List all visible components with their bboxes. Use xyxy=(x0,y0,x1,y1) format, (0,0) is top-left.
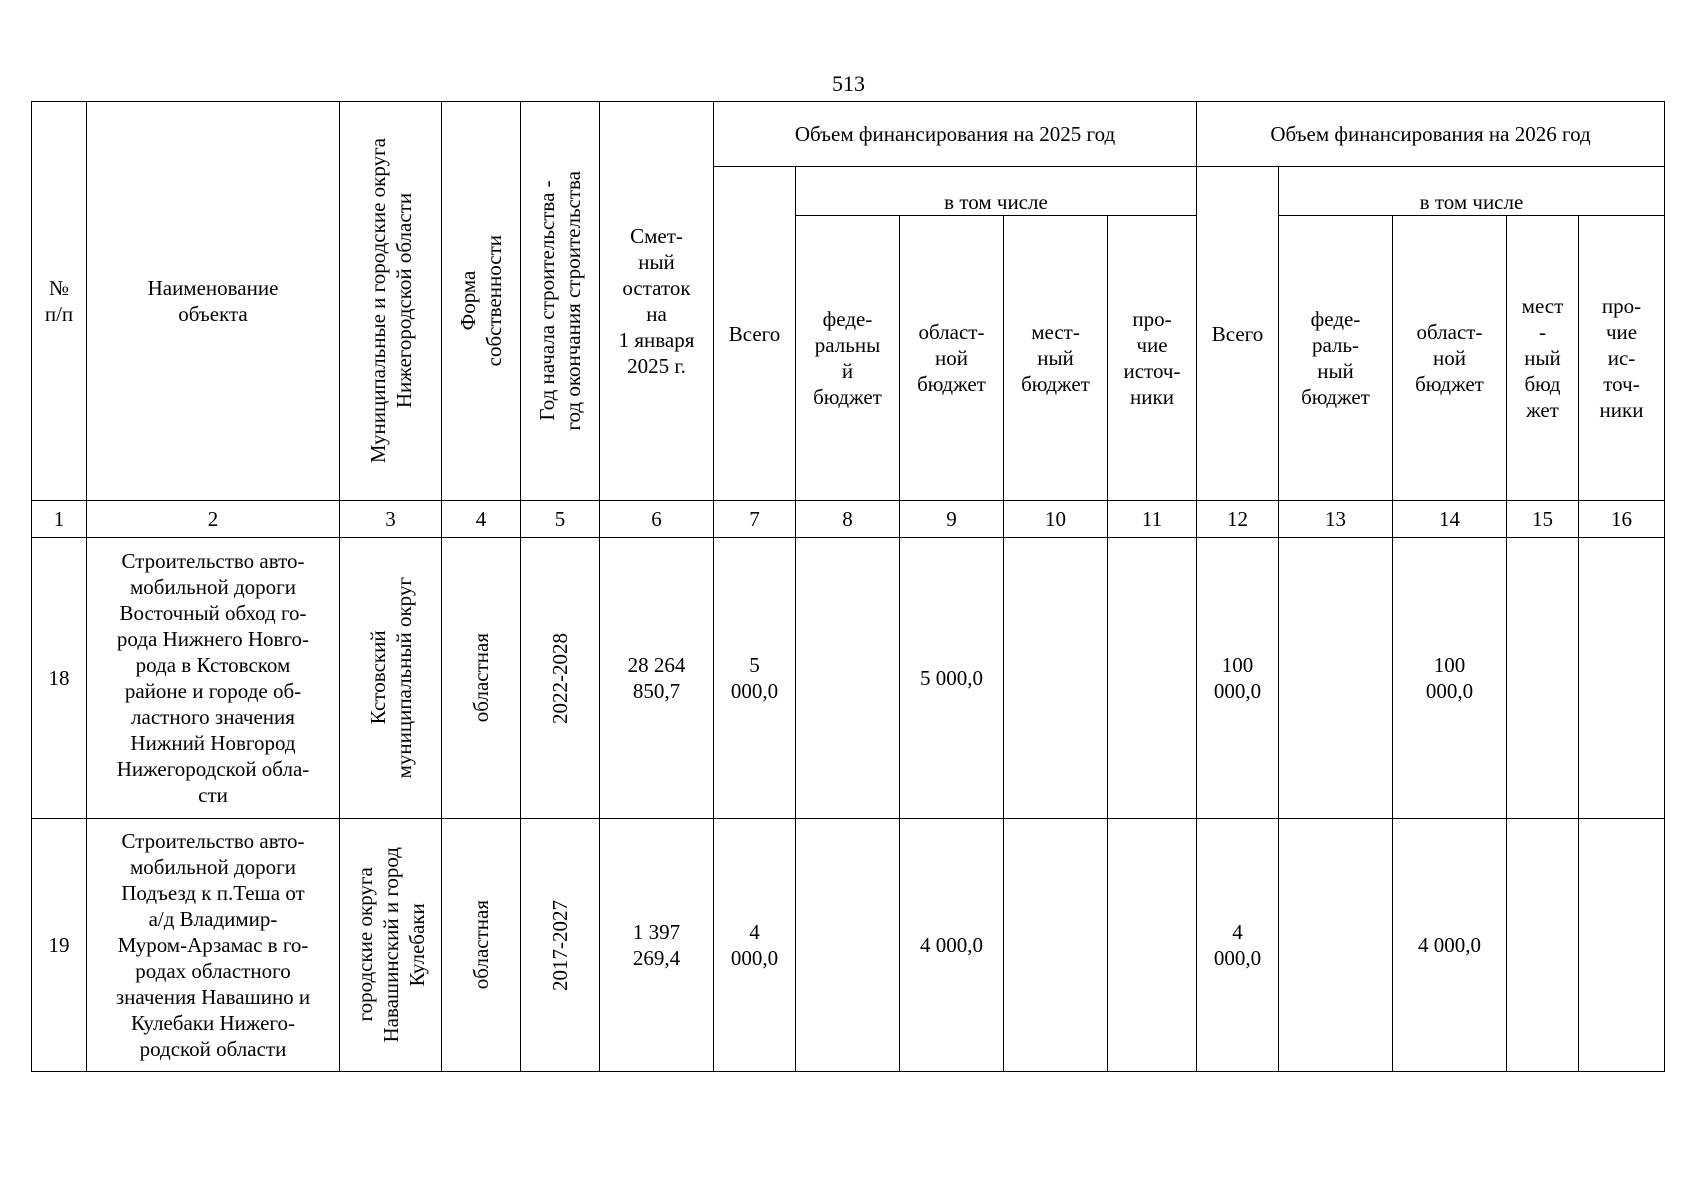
financing-table xyxy=(31,101,1665,1072)
header-total-2025: Всего xyxy=(714,167,796,501)
column-number: 11 xyxy=(1108,501,1197,538)
header-regional-2026: област- ной бюджет xyxy=(1393,216,1507,501)
header-years xyxy=(521,102,600,501)
header-municipality xyxy=(340,102,442,501)
header-local-2026: мест - ный бюд жет xyxy=(1507,216,1579,501)
row-balance: 28 264 850,7 xyxy=(600,538,714,819)
column-number: 2 xyxy=(87,501,340,538)
row-name: Строительство авто- мобильной дороги Восточный обход го- рода Нижнего Новго- рода в Кстовском районе и городе об- ластного значения Нижний Новгород Нижегородской обла- сти xyxy=(87,538,340,819)
header-ownership-text: Форма собственности xyxy=(456,235,506,367)
row-years-text: 2022-2028 xyxy=(548,632,572,724)
row-local-2025 xyxy=(1004,538,1108,819)
row-regional-2025: 4 000,0 xyxy=(900,819,1004,1072)
row-ownership-text: областная xyxy=(469,900,493,990)
row-other-2026 xyxy=(1579,538,1665,819)
column-number: 8 xyxy=(796,501,900,538)
row-years xyxy=(521,819,600,1072)
page-number: 513 xyxy=(832,71,865,96)
column-number: 13 xyxy=(1279,501,1393,538)
header-num: № п/п xyxy=(32,102,87,501)
header-years-text: Год начала строительства - год окончания строительства xyxy=(535,171,585,431)
row-ownership xyxy=(442,819,521,1072)
header-funding-2026: Объем финансирования на 2026 год xyxy=(1197,102,1665,167)
row-regional-2025: 5 000,0 xyxy=(900,538,1004,819)
row-regional-2026: 100 000,0 xyxy=(1393,538,1507,819)
column-number: 6 xyxy=(600,501,714,538)
header-total-2026: Всего xyxy=(1197,167,1279,501)
row-other-2025 xyxy=(1108,538,1197,819)
row-balance: 1 397 269,4 xyxy=(600,819,714,1072)
column-number: 12 xyxy=(1197,501,1279,538)
row-local-2026 xyxy=(1507,538,1579,819)
column-number: 14 xyxy=(1393,501,1507,538)
row-other-2026 xyxy=(1579,819,1665,1072)
row-federal-2026 xyxy=(1279,538,1393,819)
header-federal-2025: феде- ральны й бюджет xyxy=(796,216,900,501)
row-ownership-text: областная xyxy=(469,633,493,723)
row-municipality xyxy=(340,538,442,819)
column-number: 16 xyxy=(1579,501,1665,538)
header-other-2025: про- чие источ- ники xyxy=(1108,216,1197,501)
row-ownership xyxy=(442,538,521,819)
header-row-1 xyxy=(32,102,1665,167)
row-num: 19 xyxy=(32,819,87,1072)
row-total-2026: 4 000,0 xyxy=(1197,819,1279,1072)
row-regional-2026: 4 000,0 xyxy=(1393,819,1507,1072)
row-years-text: 2017-2027 xyxy=(548,899,572,991)
column-number: 9 xyxy=(900,501,1004,538)
row-federal-2025 xyxy=(796,819,900,1072)
row-local-2026 xyxy=(1507,819,1579,1072)
header-local-2025: мест- ный бюджет xyxy=(1004,216,1108,501)
column-number: 10 xyxy=(1004,501,1108,538)
header-municipality-text: Муниципальные и городские округа Нижегородской области xyxy=(365,138,416,464)
column-number: 5 xyxy=(521,501,600,538)
column-number: 3 xyxy=(340,501,442,538)
row-total-2026: 100 000,0 xyxy=(1197,538,1279,819)
row-name: Строительство авто- мобильной дороги Подъезд к п.Теша от а/д Владимир- Муром-Арзамас в го- родах областного значения Навашино и Кулебаки Нижего- родской области xyxy=(87,819,340,1072)
row-municipality-text: городские округа Навашинский и город Кулебаки xyxy=(352,847,429,1043)
row-other-2025 xyxy=(1108,819,1197,1072)
row-federal-2026 xyxy=(1279,819,1393,1072)
column-number: 4 xyxy=(442,501,521,538)
row-total-2025: 4 000,0 xyxy=(714,819,796,1072)
row-years xyxy=(521,538,600,819)
header-ownership xyxy=(442,102,521,501)
column-number: 1 xyxy=(32,501,87,538)
column-number: 15 xyxy=(1507,501,1579,538)
header-federal-2026: феде- раль- ный бюджет xyxy=(1279,216,1393,501)
row-local-2025 xyxy=(1004,819,1108,1072)
header-other-2026: про- чие ис- точ- ники xyxy=(1579,216,1665,501)
header-name: Наименование объекта xyxy=(87,102,340,501)
row-total-2025: 5 000,0 xyxy=(714,538,796,819)
header-funding-2025: Объем финансирования на 2025 год xyxy=(714,102,1197,167)
column-number: 7 xyxy=(714,501,796,538)
header-incl-2025: в том числе xyxy=(796,167,1197,216)
row-municipality-text: Кстовский муниципальный округ xyxy=(365,577,416,779)
row-num: 18 xyxy=(32,538,87,819)
row-municipality xyxy=(340,819,442,1072)
table-row xyxy=(32,819,1665,1072)
header-regional-2025: област- ной бюджет xyxy=(900,216,1004,501)
row-federal-2025 xyxy=(796,538,900,819)
column-number-row xyxy=(32,501,1665,538)
header-incl-2026: в том числе xyxy=(1279,167,1665,216)
table-row xyxy=(32,538,1665,819)
header-balance: Смет- ный остаток на 1 января 2025 г. xyxy=(600,102,714,501)
